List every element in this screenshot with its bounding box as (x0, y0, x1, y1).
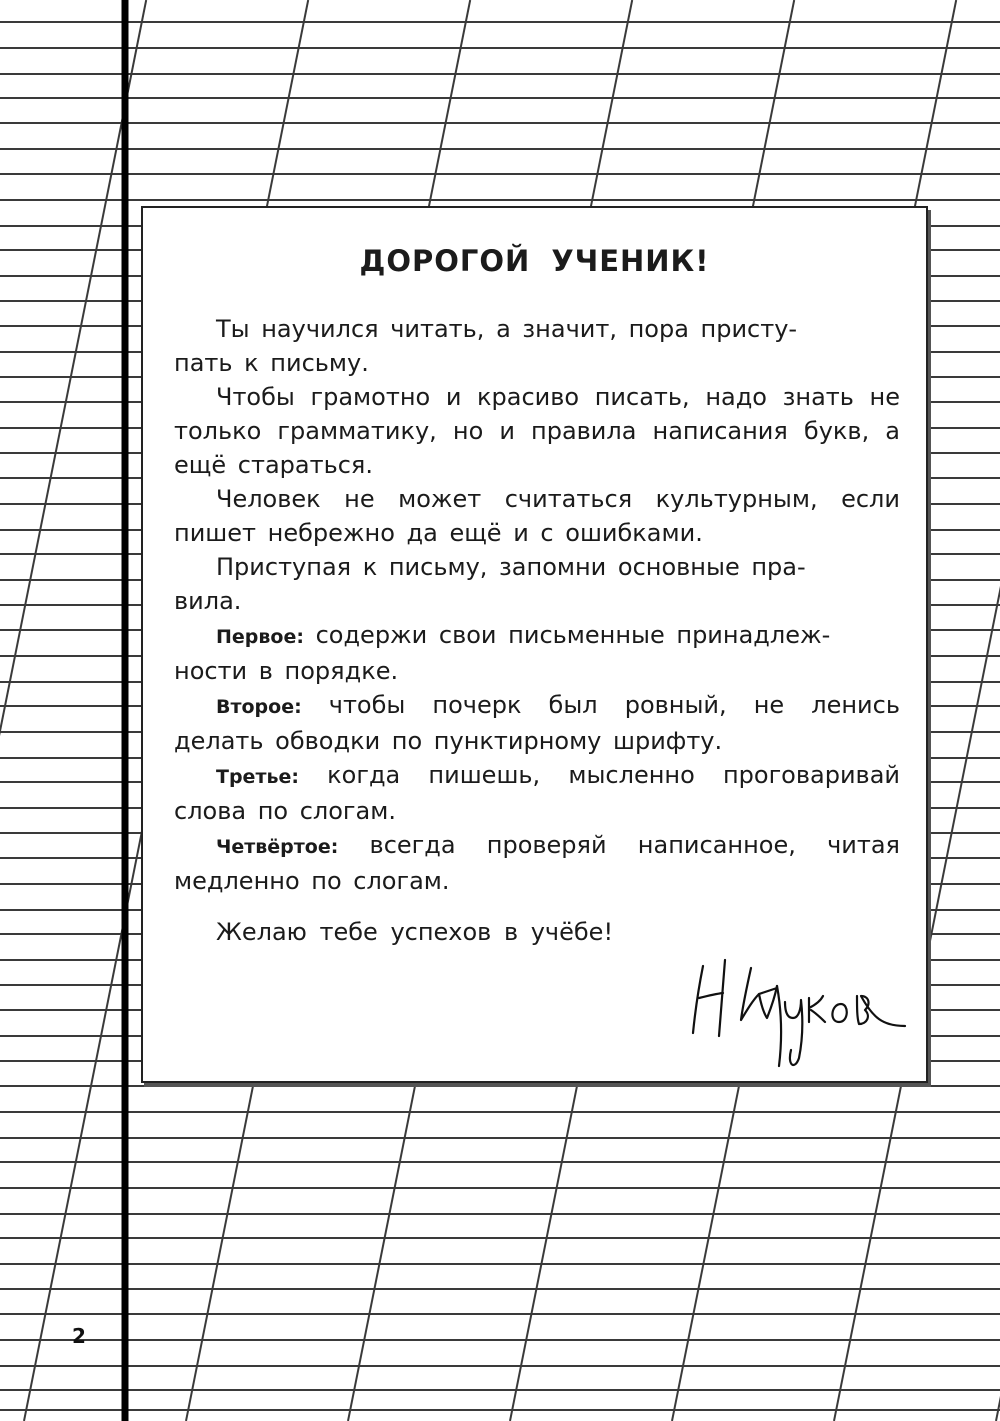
rule-label: Первое: (216, 626, 304, 648)
letter-card (141, 206, 928, 1083)
paragraph-text: Чтобы грамотно и красиво писать, надо знать не только грамматику, но и правила написания букв, а ещё стараться. (174, 383, 900, 479)
paragraph-text: Приступая к письму, запомни основные пра- вила. (174, 553, 806, 615)
rule-text: когда пишешь, мысленно проговаривай слова по слогам. (174, 761, 900, 825)
paragraph-2 (174, 380, 900, 482)
rule-third (174, 758, 900, 828)
paragraph-3 (174, 482, 900, 550)
closing-wish: Желаю тебе успехов в учёбе! (216, 918, 614, 946)
slant-line (996, 0, 1000, 1421)
paragraph-text: Ты научился читать, а значит, пора присту- пать к письму. (174, 315, 798, 377)
rule-first (174, 618, 900, 688)
rule-second (174, 688, 900, 758)
paragraph-text: Человек не может считаться культурным, если пишет небрежно да ещё и с ошибками. (174, 485, 900, 547)
rule-label: Четвёртое: (216, 836, 339, 858)
rule-text: чтобы почерк был ровный, не ленись делать обводки по пунктирному шрифту. (174, 691, 900, 755)
rule-label: Третье: (216, 766, 299, 788)
page-title: ДОРОГОЙ УЧЕНИК! (359, 244, 710, 278)
signature (673, 938, 913, 1078)
page-number: 2 (72, 1324, 86, 1348)
paragraph-1 (174, 312, 900, 380)
paragraph-4 (174, 550, 900, 618)
rule-label: Второе: (216, 696, 302, 718)
rule-text: содержи свои письменные принадлеж- ности в порядке. (174, 621, 831, 685)
rule-fourth (174, 828, 900, 898)
letter-body (174, 312, 900, 898)
rule-text: всегда проверяй написанное, читая медленно по слогам. (174, 831, 900, 895)
